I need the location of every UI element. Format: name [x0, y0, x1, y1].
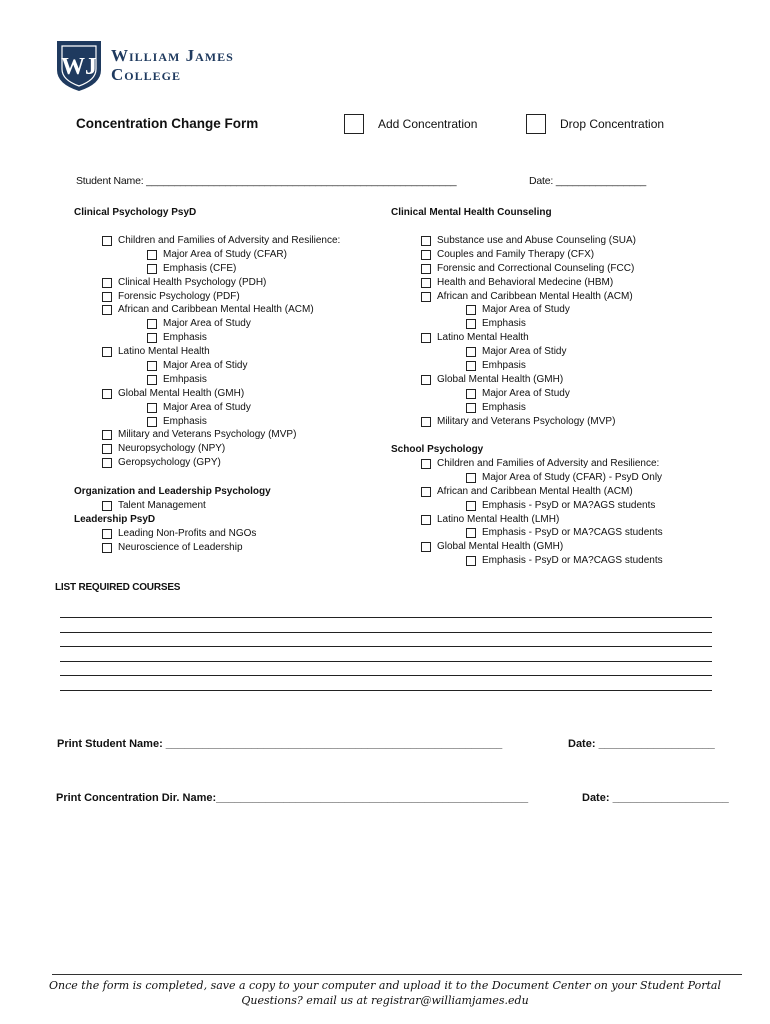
option-label: Emhpasis	[163, 373, 207, 385]
option-label: African and Caribbean Mental Health (ACM)	[437, 485, 633, 497]
option-checkbox[interactable]	[421, 278, 431, 288]
option-row[interactable]	[421, 248, 636, 262]
required-courses-heading: LIST REQUIRED COURSES	[55, 582, 181, 593]
option-label: Major Area of Study	[482, 304, 570, 316]
option-row[interactable]	[421, 359, 636, 373]
option-checkbox[interactable]	[421, 333, 431, 343]
option-row[interactable]	[421, 457, 663, 471]
option-row[interactable]	[421, 317, 636, 331]
footer-contact: Questions? email us at registrar@williamjames.edu	[241, 994, 529, 1007]
print-director-line[interactable]: ___________________________________________________	[216, 792, 529, 804]
option-row[interactable]	[102, 317, 340, 331]
option-label: Talent Management	[118, 500, 206, 511]
drop-concentration-checkbox[interactable]	[526, 114, 546, 134]
option-checkbox[interactable]	[421, 375, 431, 385]
option-row[interactable]	[421, 540, 663, 554]
option-label: Geropsychology (GPY)	[118, 457, 221, 469]
date-label: Date:	[582, 792, 613, 804]
option-checkbox[interactable]	[102, 458, 112, 468]
drop-concentration-option[interactable]	[526, 114, 664, 134]
option-label: Emphasis - PsyD or MA?CAGS students	[482, 527, 663, 539]
option-row[interactable]	[102, 428, 340, 442]
college-name: William James College	[111, 46, 234, 84]
option-checkbox[interactable]	[102, 444, 112, 454]
option-label: Emphasis - PsyD or MA?AGS students	[482, 499, 656, 511]
option-label: Emphasis	[482, 318, 526, 330]
date-line[interactable]: ___________________	[612, 792, 729, 804]
option-label: Major Area of Study (CFAR) - PsyD Only	[482, 471, 663, 483]
option-row[interactable]	[421, 303, 636, 317]
option-row[interactable]	[102, 290, 340, 304]
leadership-psyd-heading: Leadership PsyD	[74, 514, 156, 525]
option-row[interactable]	[102, 262, 340, 276]
org-leadership-heading: Organization and Leadership Psychology	[74, 486, 271, 497]
course-entry-line[interactable]	[60, 690, 712, 691]
option-row[interactable]	[421, 234, 636, 248]
option-row[interactable]	[421, 345, 636, 359]
option-label: African and Caribbean Mental Health (ACM)	[437, 290, 633, 302]
option-label: Emphasis	[163, 332, 207, 344]
student-date-line[interactable]: ________________	[555, 175, 647, 187]
option-checkbox[interactable]	[147, 333, 157, 343]
print-student-label: Print Student Name:	[57, 738, 166, 750]
student-name-line[interactable]: _______________________________________________________	[146, 175, 457, 187]
option-label: Clinical Health Psychology (PDH)	[118, 276, 267, 288]
option-row[interactable]	[421, 262, 636, 276]
option-label: Neuroscience of Leadership	[118, 541, 243, 553]
option-checkbox[interactable]	[147, 361, 157, 371]
student-date-field[interactable]	[529, 175, 646, 187]
option-row[interactable]	[421, 485, 663, 499]
option-label: Emphasis	[482, 401, 526, 413]
option-row[interactable]	[421, 373, 636, 387]
footer-instructions: Once the form is completed, save a copy to your computer and upload it to the Document Center on your Student Portal	[49, 979, 721, 992]
option-row[interactable]	[421, 290, 636, 304]
option-checkbox[interactable]	[466, 556, 476, 566]
option-label: Children and Families of Adversity and Resilience:	[437, 458, 660, 469]
mental-health-counseling-list	[421, 234, 636, 428]
college-logo-shield	[56, 40, 102, 92]
option-row[interactable]	[102, 541, 256, 555]
option-label: Major Area of Study (CFAR)	[163, 248, 287, 260]
option-checkbox[interactable]	[466, 319, 476, 329]
option-checkbox[interactable]	[102, 430, 112, 440]
add-concentration-label: Add Concentration	[378, 117, 478, 131]
option-checkbox[interactable]	[421, 250, 431, 260]
course-entry-line[interactable]	[60, 617, 712, 618]
option-label: Major Area of Stidy	[163, 360, 248, 372]
add-concentration-option[interactable]	[344, 114, 477, 134]
option-checkbox[interactable]	[421, 264, 431, 274]
option-checkbox[interactable]	[102, 236, 112, 246]
option-row[interactable]	[102, 499, 206, 513]
option-label: Forensic and Correctional Counseling (FCC)	[437, 262, 635, 274]
student-date-label: Date:	[529, 175, 556, 187]
add-concentration-checkbox[interactable]	[344, 114, 364, 134]
option-label: Couples and Family Therapy (CFX)	[437, 248, 595, 260]
option-checkbox[interactable]	[102, 347, 112, 357]
course-entry-line[interactable]	[60, 632, 712, 633]
student-name-label: Student Name:	[76, 175, 147, 187]
option-checkbox[interactable]	[102, 543, 112, 553]
option-label: Military and Veterans Psychology (MVP)	[437, 415, 616, 427]
option-row[interactable]	[102, 373, 340, 387]
option-label: African and Caribbean Mental Health (ACM)	[118, 304, 314, 316]
option-row[interactable]	[421, 387, 636, 401]
option-label: Latino Mental Health	[437, 332, 529, 344]
option-checkbox[interactable]	[421, 292, 431, 302]
option-row[interactable]	[102, 303, 340, 317]
option-label: Major Area of Study	[163, 318, 251, 330]
option-label: Major Area of Study	[482, 387, 570, 399]
option-checkbox[interactable]	[147, 250, 157, 260]
option-checkbox[interactable]	[421, 417, 431, 427]
option-label: Latino Mental Health (LMH)	[437, 513, 560, 525]
option-checkbox[interactable]	[102, 529, 112, 539]
option-row[interactable]	[102, 387, 340, 401]
option-checkbox[interactable]	[421, 542, 431, 552]
form-title: Concentration Change Form	[76, 116, 259, 131]
option-label: Children and Families of Adversity and Resilience:	[118, 235, 341, 246]
option-checkbox[interactable]	[421, 236, 431, 246]
option-checkbox[interactable]	[147, 319, 157, 329]
option-row[interactable]	[102, 527, 256, 541]
drop-concentration-label: Drop Concentration	[560, 117, 665, 131]
option-label: Forensic Psychology (PDF)	[118, 290, 240, 302]
option-row[interactable]	[421, 499, 663, 513]
option-checkbox[interactable]	[466, 501, 476, 511]
option-row[interactable]	[102, 248, 340, 262]
option-checkbox[interactable]	[147, 417, 157, 427]
option-checkbox[interactable]	[102, 389, 112, 399]
option-checkbox[interactable]	[466, 528, 476, 538]
option-row[interactable]	[102, 345, 340, 359]
date-line[interactable]: ___________________	[598, 738, 715, 750]
option-label: Emphasis (CFE)	[163, 262, 237, 274]
school-psychology-list	[421, 457, 663, 568]
option-checkbox[interactable]	[466, 389, 476, 399]
option-row[interactable]	[102, 276, 340, 290]
option-label: Emphasis - PsyD or MA?CAGS students	[482, 555, 663, 567]
option-row[interactable]	[102, 456, 340, 470]
print-student-line[interactable]: _______________________________________________________	[165, 738, 503, 750]
option-row[interactable]	[421, 526, 663, 540]
option-checkbox[interactable]	[466, 347, 476, 357]
option-checkbox[interactable]	[102, 292, 112, 302]
svg-text:WJ: WJ	[61, 54, 97, 80]
clinical-psychology-list	[102, 234, 340, 470]
course-entry-line[interactable]	[60, 646, 712, 647]
option-row[interactable]	[102, 442, 340, 456]
option-checkbox[interactable]	[102, 305, 112, 315]
school-psychology-heading: School Psychology	[391, 444, 484, 455]
option-label: Global Mental Health (GMH)	[437, 373, 564, 385]
option-checkbox[interactable]	[421, 487, 431, 497]
option-label: Military and Veterans Psychology (MVP)	[118, 429, 297, 441]
option-checkbox[interactable]	[421, 459, 431, 469]
option-label: Leading Non-Profits and NGOs	[118, 528, 257, 539]
clinical-psychology-heading: Clinical Psychology PsyD	[74, 207, 197, 218]
option-row[interactable]	[421, 331, 636, 345]
option-label: Neuropsychology (NPY)	[118, 443, 226, 455]
mental-health-counseling-heading: Clinical Mental Health Counseling	[391, 207, 552, 218]
option-row[interactable]	[421, 554, 663, 568]
option-row[interactable]	[421, 276, 636, 290]
student-signature-date-field[interactable]	[568, 738, 715, 750]
print-student-field[interactable]	[57, 738, 502, 750]
option-label: Latino Mental Health	[118, 346, 210, 358]
option-checkbox[interactable]	[466, 305, 476, 315]
option-checkbox[interactable]	[147, 375, 157, 385]
option-label: Major Area of Stidy	[482, 346, 567, 358]
option-label: Health and Behavioral Medecine (HBM)	[437, 276, 614, 288]
option-checkbox[interactable]	[421, 515, 431, 525]
option-checkbox[interactable]	[466, 473, 476, 483]
option-checkbox[interactable]	[147, 403, 157, 413]
option-row[interactable]	[421, 471, 663, 485]
option-row[interactable]	[102, 401, 340, 415]
director-date-field[interactable]	[582, 792, 729, 804]
option-label: Global Mental Health (GMH)	[437, 541, 564, 553]
course-entry-line[interactable]	[60, 675, 712, 676]
option-row[interactable]	[421, 513, 663, 527]
option-label: Substance use and Abuse Counseling (SUA)	[437, 235, 637, 246]
option-checkbox[interactable]	[147, 264, 157, 274]
option-checkbox[interactable]	[466, 403, 476, 413]
date-label: Date:	[568, 738, 599, 750]
option-row[interactable]	[102, 359, 340, 373]
student-name-field[interactable]	[76, 175, 456, 187]
option-checkbox[interactable]	[466, 361, 476, 371]
print-director-label: Print Concentration Dir. Name:	[56, 792, 217, 804]
option-row[interactable]	[102, 331, 340, 345]
org-leadership-list	[102, 499, 206, 513]
option-checkbox[interactable]	[102, 501, 112, 511]
option-checkbox[interactable]	[102, 278, 112, 288]
option-label: Major Area of Study	[163, 401, 251, 413]
option-label: Emphasis	[163, 415, 207, 427]
option-row[interactable]	[421, 415, 636, 429]
option-row[interactable]	[421, 401, 636, 415]
course-entry-line[interactable]	[60, 661, 712, 662]
option-row[interactable]	[102, 234, 340, 248]
leadership-psyd-list	[102, 527, 256, 555]
option-row[interactable]	[102, 415, 340, 429]
print-director-field[interactable]	[56, 792, 528, 804]
option-label: Global Mental Health (GMH)	[118, 387, 245, 399]
footer-divider	[52, 974, 742, 975]
option-label: Emhpasis	[482, 360, 526, 372]
